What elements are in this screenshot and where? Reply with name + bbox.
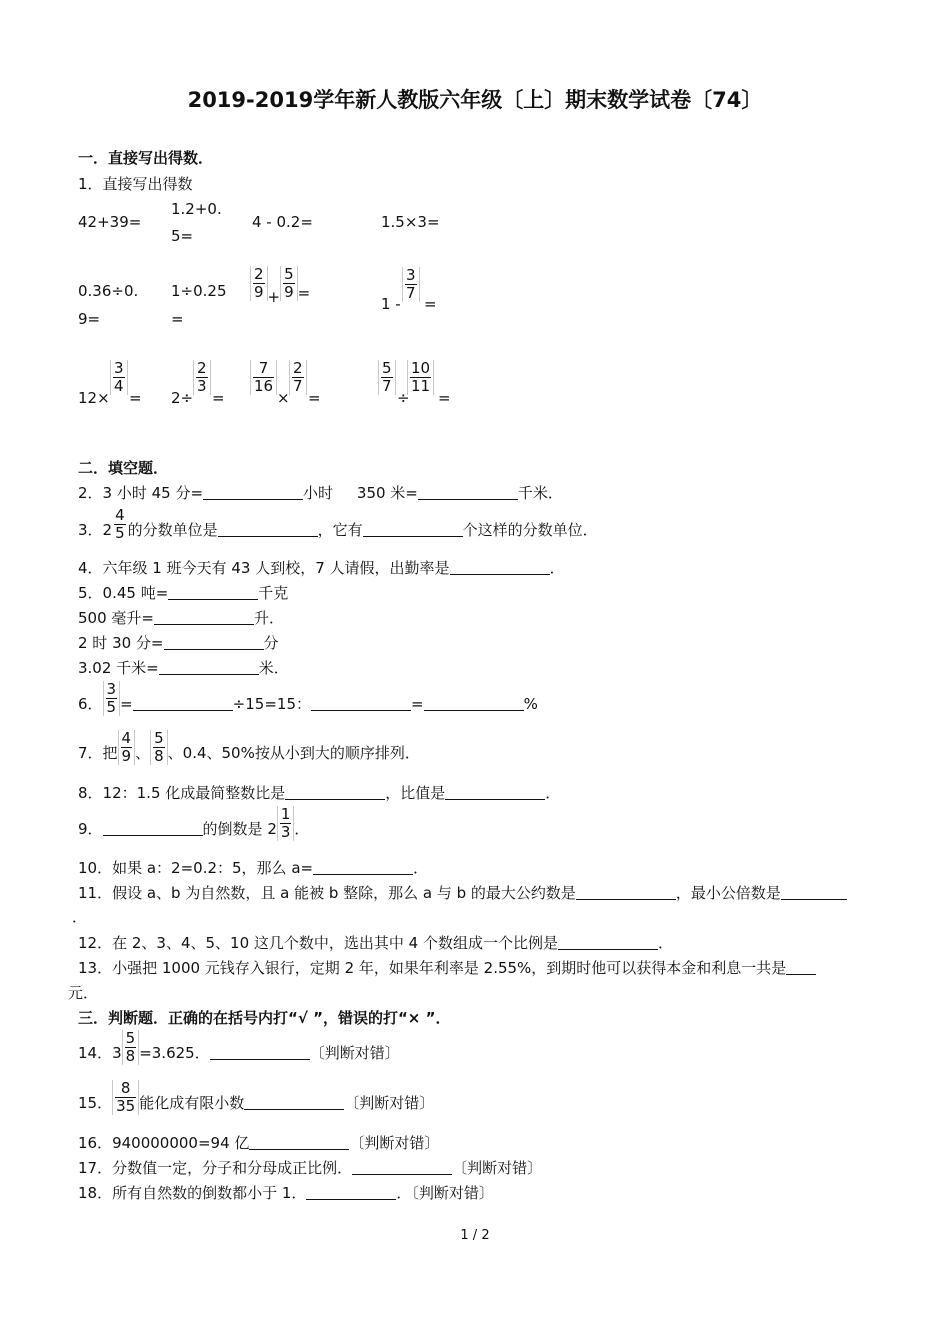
fraction: $\frac{3}{5}$ bbox=[103, 681, 121, 716]
calc-item: 1.5×3= bbox=[381, 213, 440, 231]
fraction: $\frac{5}{7}$ bbox=[378, 360, 396, 395]
answer-blank[interactable] bbox=[103, 820, 203, 836]
question-13-end: 元． bbox=[68, 984, 99, 1002]
calc-item: = bbox=[212, 389, 225, 407]
section-1-heading: 一．直接写出得数． bbox=[78, 149, 214, 167]
calc-item: 5= bbox=[171, 227, 194, 245]
answer-blank[interactable] bbox=[450, 559, 550, 575]
calc-item: 0.36÷0. bbox=[78, 282, 139, 300]
calc-item: ÷ bbox=[397, 389, 410, 407]
fraction: $\frac{5}{9}$ bbox=[280, 266, 298, 301]
calc-item: 2÷ bbox=[171, 389, 194, 407]
fraction: $\frac{2}{9}$ bbox=[250, 266, 268, 301]
fraction: $\frac{4}{5}$ bbox=[115, 506, 125, 542]
answer-blank[interactable] bbox=[306, 1184, 396, 1200]
question-6: 6． $\frac{3}{5}$ = ÷15=15： = % bbox=[78, 680, 538, 716]
calc-item: = bbox=[438, 389, 451, 407]
question-13: 13．小强把 1000 元钱存入银行，定期 2 年，如果年利率是 2.55%，到期时他可以获得本金和利息一共是 bbox=[78, 958, 816, 978]
answer-blank[interactable] bbox=[249, 1134, 349, 1150]
fraction: $\frac{4}{9}$ bbox=[118, 730, 136, 765]
calc-item-frac bbox=[289, 360, 307, 395]
answer-blank[interactable] bbox=[168, 584, 258, 600]
calc-item: = bbox=[424, 295, 437, 313]
answer-blank[interactable] bbox=[210, 1044, 310, 1060]
answer-blank[interactable] bbox=[244, 1094, 344, 1110]
answer-blank[interactable] bbox=[154, 609, 254, 625]
fraction: $\frac{2}{7}$ bbox=[289, 360, 307, 395]
calc-item: = bbox=[171, 310, 184, 328]
calc-item: 12× bbox=[78, 389, 110, 407]
question-10: 10．如果 a：2=0.2：5，那么 a= ． bbox=[78, 859, 429, 877]
calc-item: 42+39= bbox=[78, 213, 142, 231]
question-16: 16．940000000=94 亿 〔判断对错〕 bbox=[78, 1134, 440, 1152]
calc-item-frac bbox=[378, 360, 396, 395]
fraction: $\frac{2}{3}$ bbox=[193, 360, 211, 395]
answer-blank[interactable] bbox=[558, 934, 658, 950]
question-15: 15． $\frac{8}{35}$ 能化成有限小数 〔判断对错〕 bbox=[78, 1079, 435, 1115]
fraction: $\frac{1}{3}$ bbox=[277, 806, 295, 841]
fraction: $\frac{5}{8}$ bbox=[150, 730, 168, 765]
question-5: 5．0.45 吨= 千克 bbox=[78, 584, 289, 602]
question-7: 7．把 $\frac{4}{9}$ 、 $\frac{5}{8}$ 、0.4、50%按从小到大的顺序排列． bbox=[78, 729, 420, 765]
calc-item: 9= bbox=[78, 310, 101, 328]
calc-item: 4 - 0.2= bbox=[252, 213, 313, 231]
answer-blank[interactable] bbox=[285, 784, 385, 800]
page-title: 2019-2019学年新人教版六年级〔上〕期末数学试卷〔74〕 bbox=[187, 88, 763, 112]
question-1: 1．直接写出得数 bbox=[78, 175, 193, 193]
calc-item-frac bbox=[250, 360, 277, 395]
question-12: 12．在 2、3、4、5、10 这几个数中，选出其中 4 个数组成一个比例是 ． bbox=[78, 934, 673, 952]
answer-blank[interactable] bbox=[203, 484, 303, 500]
answer-blank[interactable] bbox=[218, 521, 318, 537]
question-4: 4．六年级 1 班今天有 43 人到校，7 人请假，出勤率是 ． bbox=[78, 559, 565, 577]
question-5d: 3.02 千米= 米． bbox=[78, 659, 289, 677]
answer-blank[interactable] bbox=[352, 1159, 452, 1175]
question-17: 17．分数值一定，分子和分母成正比例． 〔判断对错〕 bbox=[78, 1159, 543, 1177]
fraction: $\frac{10}{11}$ bbox=[407, 360, 434, 395]
answer-blank[interactable] bbox=[164, 634, 264, 650]
calc-item: 1 - bbox=[381, 295, 401, 313]
fraction: $\frac{3}{7}$ bbox=[402, 267, 420, 302]
question-11: 11．假设 a、b 为自然数，且 a 能被 b 整除，那么 a 与 b 的最大公约数是 ，最小公倍数是 bbox=[78, 883, 847, 903]
fraction: $\frac{8}{35}$ bbox=[112, 1080, 139, 1115]
answer-blank[interactable] bbox=[781, 884, 847, 900]
answer-blank[interactable] bbox=[424, 695, 524, 711]
fraction: $\frac{3}{4}$ bbox=[110, 360, 128, 395]
question-2: 2．3 小时 45 分= 小时 350 米= 千米． bbox=[78, 484, 563, 502]
question-14: 14．3 $\frac{5}{8}$ =3.625． 〔判断对错〕 bbox=[78, 1029, 400, 1065]
calc-item: = bbox=[129, 389, 142, 407]
section-2-heading: 二．填空题． bbox=[78, 459, 169, 477]
question-5c: 2 时 30 分= 分 bbox=[78, 634, 279, 652]
page-number: 1 / 2 bbox=[460, 1228, 490, 1243]
calc-item-frac bbox=[407, 360, 434, 395]
answer-blank[interactable] bbox=[445, 784, 545, 800]
calc-item: = bbox=[308, 389, 321, 407]
answer-blank[interactable] bbox=[313, 859, 413, 875]
question-5b: 500 毫升= 升． bbox=[78, 609, 284, 627]
calc-item: 1.2+0. bbox=[171, 200, 222, 218]
fraction: $\frac{7}{16}$ bbox=[250, 360, 277, 395]
answer-blank[interactable] bbox=[311, 695, 411, 711]
question-9: 9． 的倒数是 2 $\frac{1}{3}$ ． bbox=[78, 805, 310, 841]
question-8: 8．12：1.5 化成最简整数比是 ，比值是 ． bbox=[78, 784, 561, 802]
answer-blank[interactable] bbox=[786, 959, 816, 975]
question-18: 18．所有自然数的倒数都小于 1． ．〔判断对错〕 bbox=[78, 1184, 494, 1202]
section-3-heading: 三．判断题．正确的在括号内打“√ ”，错误的打“× ”． bbox=[78, 1009, 451, 1027]
answer-blank[interactable] bbox=[576, 884, 676, 900]
calc-item-frac bbox=[402, 267, 420, 302]
question-11-end: ． bbox=[72, 908, 88, 926]
calc-item-frac bbox=[193, 360, 211, 395]
calc-item-frac-sum: $\frac{2}{9}$ + $\frac{5}{9}$ = bbox=[250, 266, 310, 306]
fraction: $\frac{5}{8}$ bbox=[122, 1030, 140, 1065]
question-3: 3．2 $\frac{4}{5}$ 的分数单位是 ，它有 个这样的分数单位． bbox=[78, 506, 598, 542]
calc-item: × bbox=[277, 389, 290, 407]
calc-item-frac bbox=[110, 360, 128, 395]
calc-item: 1÷0.25 bbox=[171, 282, 227, 300]
answer-blank[interactable] bbox=[418, 484, 518, 500]
answer-blank[interactable] bbox=[133, 695, 233, 711]
answer-blank[interactable] bbox=[363, 521, 463, 537]
answer-blank[interactable] bbox=[159, 659, 259, 675]
